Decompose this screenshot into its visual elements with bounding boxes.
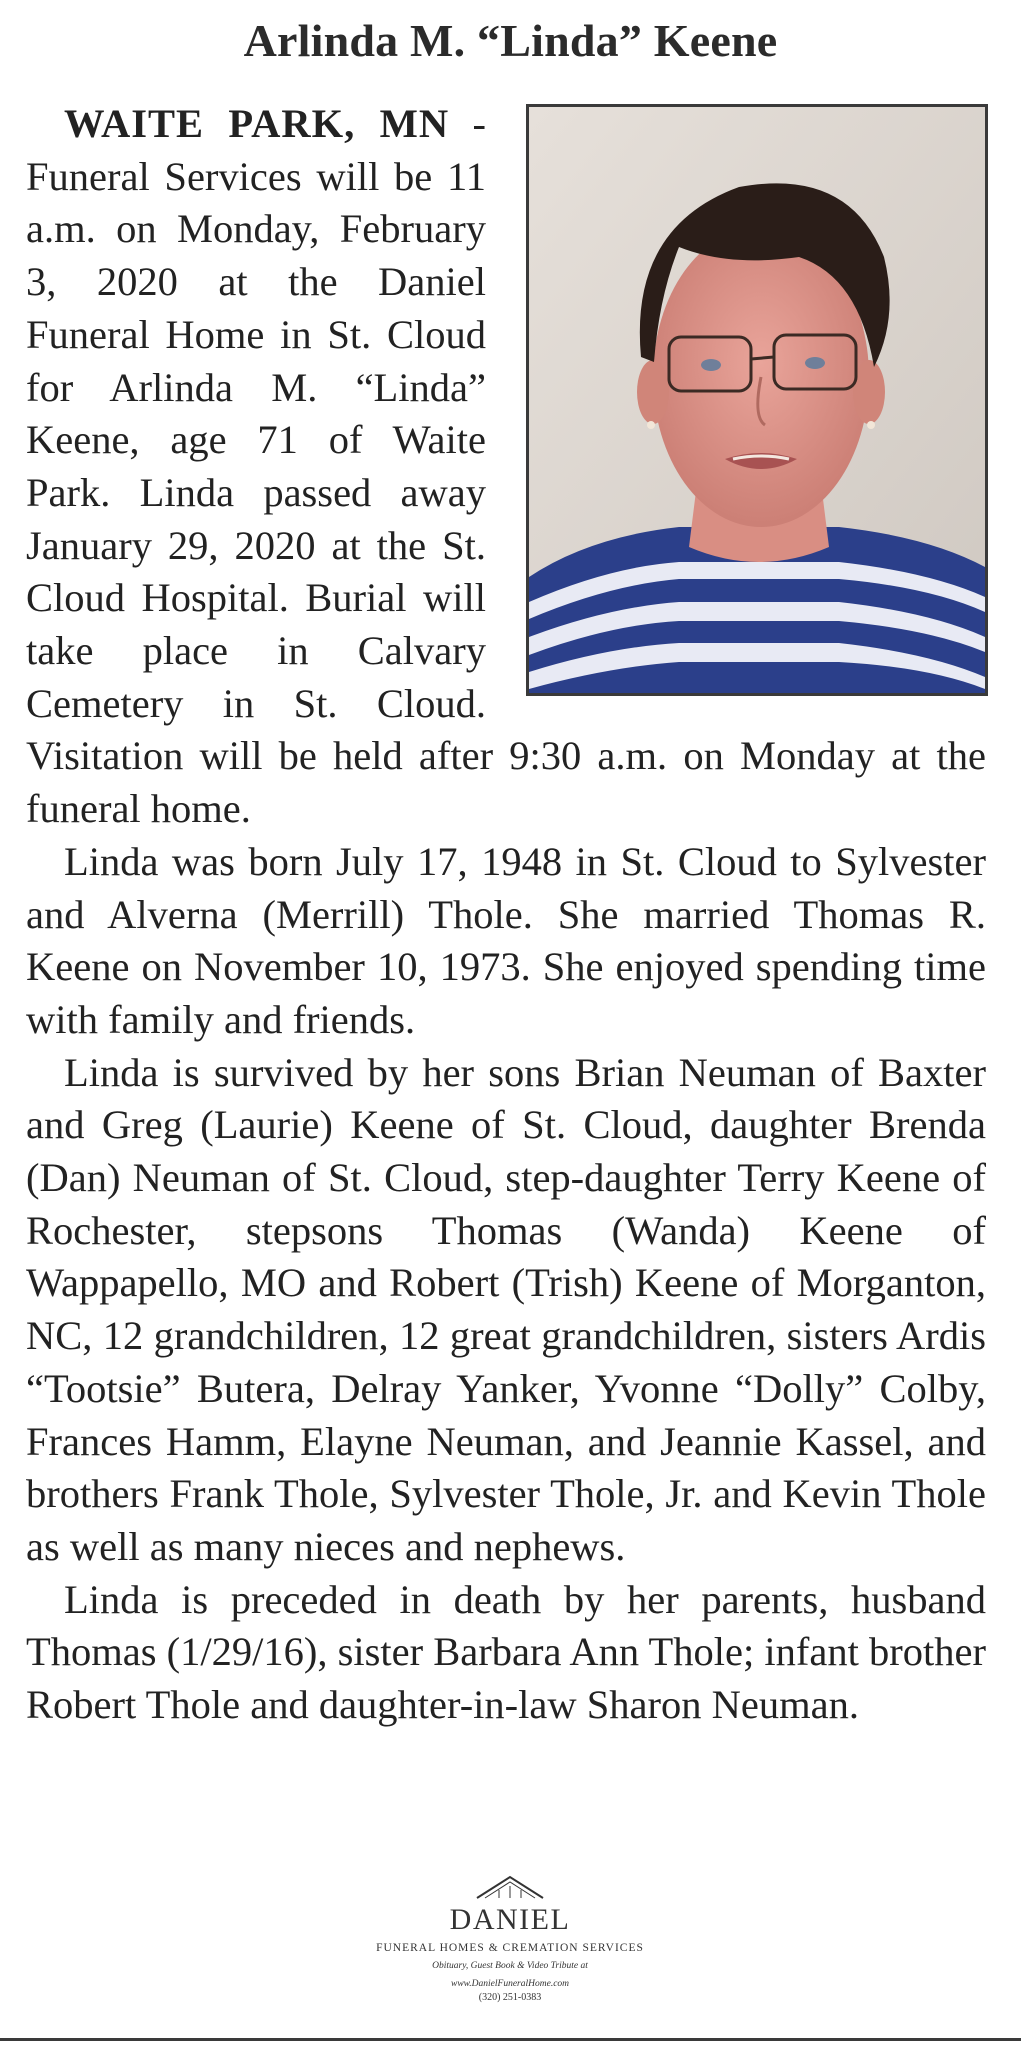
obituary-body <box>26 98 986 1732</box>
paragraph-preceded: Linda is preceded in death by her parents, husband Thomas (1/29/16), sister Barbara Ann Thole; infant brother Robert Thole and daughter-in-law Sharon Neuman. <box>26 1576 986 1728</box>
logo-subtitle: FUNERAL HOMES & CREMATION SERVICES <box>376 1942 644 1954</box>
obituary-title: Arlinda M. “Linda” Keene <box>243 15 778 66</box>
roof-icon <box>475 1874 545 1900</box>
dateline-separator: - <box>449 101 486 146</box>
dateline: WAITE PARK, MN <box>64 101 450 146</box>
logo-tagline: Obituary, Guest Book & Video Tribute at <box>432 1961 588 1971</box>
logo-phone: (320) 251-0383 <box>478 1992 542 2003</box>
funeral-home-logo <box>360 1874 660 2003</box>
logo-name: DANIEL <box>449 1903 571 1936</box>
paragraph-birth: Linda was born July 17, 1948 in St. Cloud to Sylvester and Alverna (Merrill) Thole. She married Thomas R. Keene on November 10, 1973. She enjoyed spending time with family and friends. <box>26 838 986 1042</box>
paragraph-services-text: Funeral Services will be 11 a.m. on Monday, February 3, 2020 at the Daniel Funeral Home in St. Cloud for Arlinda M. “Linda” Keene, age 71 of Waite Park. Linda passed away January 29, 2020 at the St. Cloud Hospital. Burial will take place in Calvary Cemetery in St. Cloud. Visitation will be held after 9:30 a.m. on Monday at the funeral home. <box>26 153 986 832</box>
bottom-rule <box>0 2038 1021 2041</box>
paragraph-survivors: Linda is survived by her sons Brian Neuman of Baxter and Greg (Laurie) Keene of St. Cloud, daughter Brenda (Dan) Neuman of St. Cloud, step-daughter Terry Keene of Rochester, stepsons Thomas (Wanda) Keene of Wappapello, MO and Robert (Trish) Keene of Morganton, NC, 12 grandchildren, 12 great grandchildren, sisters Ardis “Tootsie” Butera, Delray Yanker, Yvonne “Dolly” Colby, Frances Hamm, Elayne Neuman, and Jeannie Kassel, and brothers Frank Thole, Sylvester Thole, Jr. and Kevin Thole as well as many nieces and nephews. <box>26 1049 986 1569</box>
logo-website: www.DanielFuneralHome.com <box>450 1979 570 1989</box>
